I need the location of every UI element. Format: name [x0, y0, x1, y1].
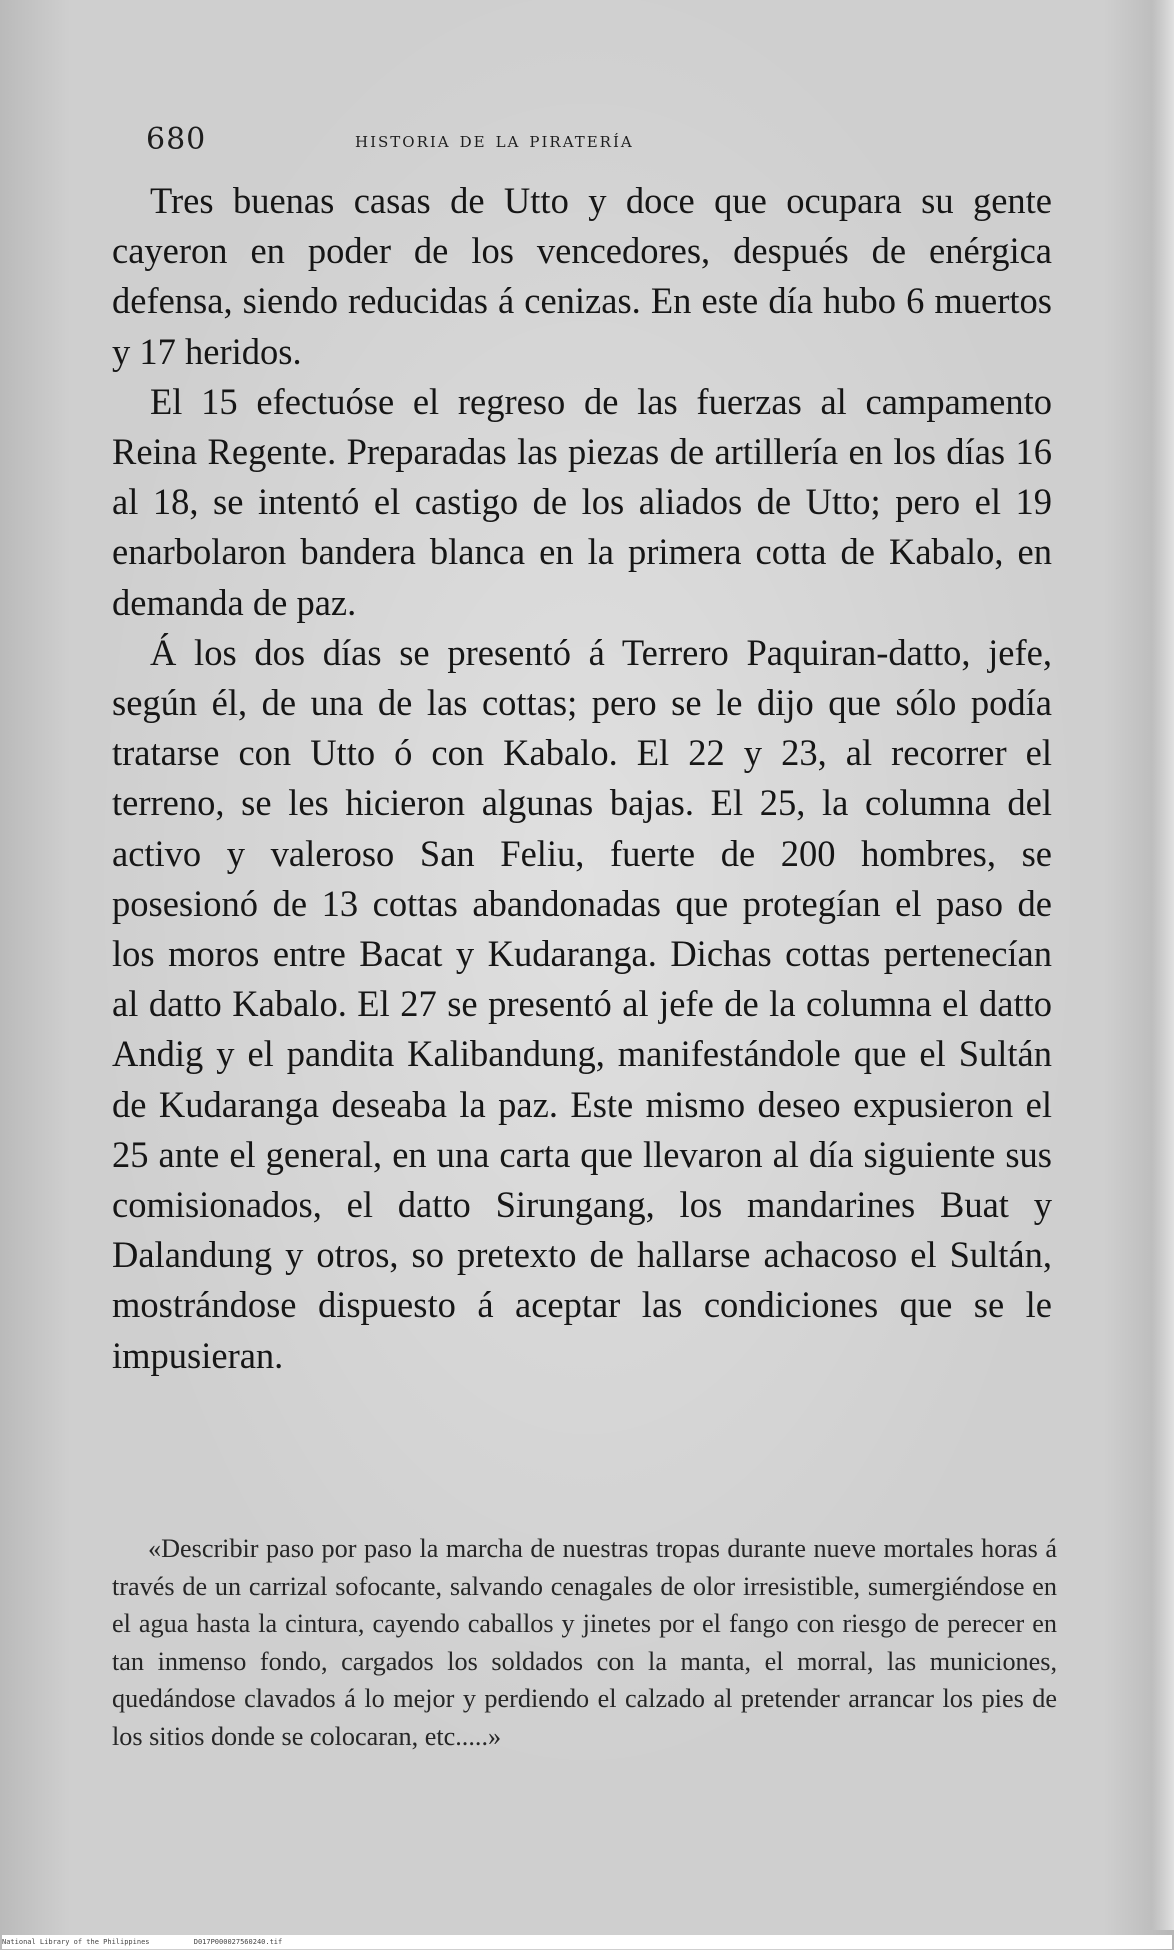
footnote: [112, 1530, 1057, 1756]
scan-footer: [2, 1935, 1172, 1949]
page-number: 680: [146, 122, 207, 157]
main-text: [112, 176, 1052, 1381]
scan-file-id: D017P000027560240.tif: [193, 1938, 283, 1946]
page-edge-shadow: [1152, 0, 1174, 1930]
paragraph: Á los dos días se presentó á Terrero Paquiran-datto, jefe, según él, de una de las cottas; pero se le dijo que sólo podía tratarse con Utto ó con Kabalo. El 22 y 23, al recorrer el terreno, se les hicieron algunas bajas. El 25, la columna del activo y valeroso San Feliu, fuerte de 200 hombres, se posesionó de 13 cottas abandonadas que protegían el paso de los moros entre Bacat y Kudaranga. Dichas cottas pertenecían al datto Kabalo. El 27 se presentó al jefe de la columna el datto Andig y el pandita Kalibandung, manifestándole que el Sultán de Kudaranga deseaba la paz. Este mismo deseo expusieron el 25 ante el general, en una carta que llevaron al día siguiente sus comisionados, el datto Sirungang, los mandarines Buat y Dalandung y otros, so pretexto de hallarse achacoso el Sultán, mostrándose dispuesto á aceptar las condiciones que se le impusieran.: [112, 631, 1052, 1376]
paragraph: El 15 efectuóse el regreso de las fuerzas al campamento Reina Regente. Preparadas las piezas de artillería en los días 16 al 18, se intentó el castigo de los aliados de Utto; pero el 19 enarbolaron bandera blanca en la primera cotta de Kabalo, en demanda de paz.: [112, 380, 1052, 623]
scan-library-name: National Library of the Philippines: [2, 1938, 150, 1946]
running-title: historia de la piratería: [355, 128, 634, 153]
paragraph: Tres buenas casas de Utto y doce que ocupara su gente cayeron en poder de los vencedores, después de enérgica defensa, siendo reducidas á cenizas. En este día hubo 6 muertos y 17 heridos.: [112, 180, 1052, 372]
footnote-text: «Describir paso por paso la marcha de nuestras tropas durante nueve mortales horas á través de un carrizal sofocante, salvando cenagales de olor irresistible, sumergiéndose en el agua hasta la cintura, cayendo caballos y jinetes por el fango con riesgo de perecer en tan inmenso fondo, cargados los soldados con la manta, el morral, las municiones, quedándose clavados á lo mejor y perdiendo el calzado al pretender arrancar los pies de los sitios donde se colocaran, etc.....»: [112, 1534, 1057, 1751]
page-header: [140, 122, 1040, 162]
